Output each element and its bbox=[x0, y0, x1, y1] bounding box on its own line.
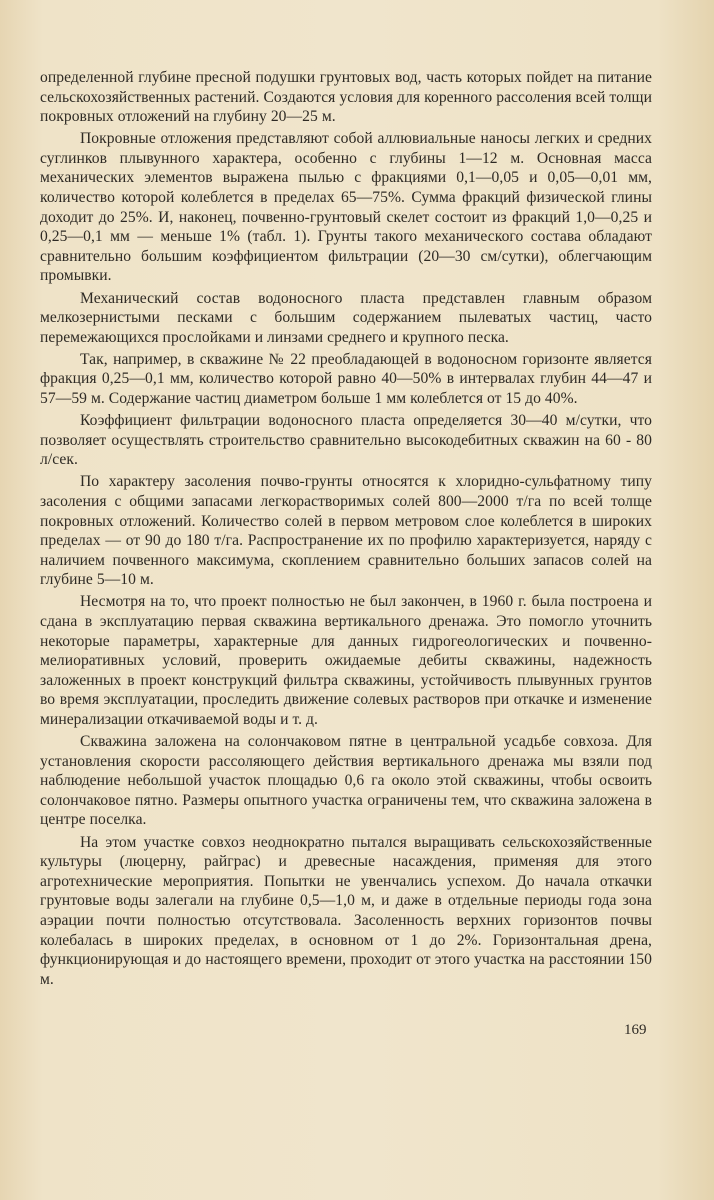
body-text bbox=[40, 68, 652, 992]
page-number: 169 bbox=[624, 1022, 647, 1038]
paragraph-well-location: Скважина заложена на солончаковом пятне в центральной усадьбе совхоза. Для установления скорости рассоляющего действия вертикального дренажа мы взяли под наблюдение небольшой участок площадью 0,6 га около этой скважины, чтобы освоить солончаковое пятно. Размеры опытного участка ограничены тем, что скважина заложена в центре поселка. bbox=[40, 733, 652, 829]
paragraph-cover-deposits: Покровные отложения представляют собой аллювиальные наносы легких и средних суглинков плывунного характера, особенно с глубины 1—12 м. Основная масса механических элементов выражена пылью с фракциями 0,1—0,05 и 0,05—0,01 мм, количество которой колеблется в пределах 65—75%. Сумма фракций физической глины доходит до 25%. И, наконец, почвенно-грунтовый скелет состоит из фракций 1,0—0,25 и 0,25—0,1 мм — меньше 1% (табл. 1). Грунты такого механического состава обладают сравнительно большим коэффициентом фильтрации (20—30 см/сутки), облегчающим промывки. bbox=[40, 130, 652, 285]
paragraph-aquifer-composition: Механический состав водоносного пласта представлен главным образом мелкозернистыми песками с большим содержанием пылеватых частиц, часто перемежающихся прослойками и линзами среднего и крупного песка. bbox=[40, 289, 652, 346]
paragraph-filtration-coefficient: Коэффициент фильтрации водоносного пласта определяется 30—40 м/сутки, что позволяет осуществлять строительство сравнительно высокодебитных скважин на 60 - 80 л/сек. bbox=[40, 412, 652, 469]
paragraph-continuation: определенной глубине пресной подушки грунтовых вод, часть которых пойдет на питание сельскохозяйственных растений. Создаются условия для коренного рассоления всей толщи покровных отложений на глубину 20—25 м. bbox=[40, 69, 652, 126]
paragraph-first-well: Несмотря на то, что проект полностью не был закончен, в 1960 г. была построена и сдана в эксплуатацию первая скважина вертикального дренажа. Это помогло уточнить некоторые параметры, характерные для данных гидрогеологических и почвенно-мелиоративных условий, проверить ожидаемые дебиты скважины, надежность заложенных в проект конструкций фильтра скважины, устойчивость плывунных грунтов во время эксплуатации, проследить движение солевых растворов при откачке и изменение минерализации откачиваемой воды и т. д. bbox=[40, 593, 652, 728]
paragraph-salinization-type: По характеру засоления почво-грунты относятся к хлоридно-сульфатному типу засоления с общими запасами легкорастворимых солей 800—2000 т/га по всей толще покровных отложений. Количество солей в первом метровом слое колеблется в широких пределах — от 90 до 180 т/га. Распространение их по профилю характеризуется, наряду с наличием почвенного максимума, скоплением сравнительно больших запасов солей на глубине 5—10 м. bbox=[40, 473, 652, 589]
paragraph-well-22: Так, например, в скважине № 22 преобладающей в водоносном горизонте является фракция 0,25—0,1 мм, количество которой равно 40—50% в интервалах глубин 44—47 и 57—59 м. Содержание частиц диаметром больше 1 мм колеблется от 15 до 40%. bbox=[40, 350, 652, 407]
paragraph-test-plot: На этом участке совхоз неоднократно пытался выращивать сельскохозяйственные культуры (люцерну, райграс) и древесные насаждения, применяя для этого агротехнические мероприятия. Попытки не увенчались успехом. До начала откачки грунтовые воды залегали на глубине 0,5—1,0 м, и даже в отдельные периоды года зона аэрации почти полностью отсутствовала. Засоленность верхних горизонтов почвы колебалась в широких пределах, в основном от 1 до 2%. Горизонтальная дрена, функционирующая и до настоящего времени, проходит от этого участка на расстоянии 150 м. bbox=[40, 833, 652, 988]
